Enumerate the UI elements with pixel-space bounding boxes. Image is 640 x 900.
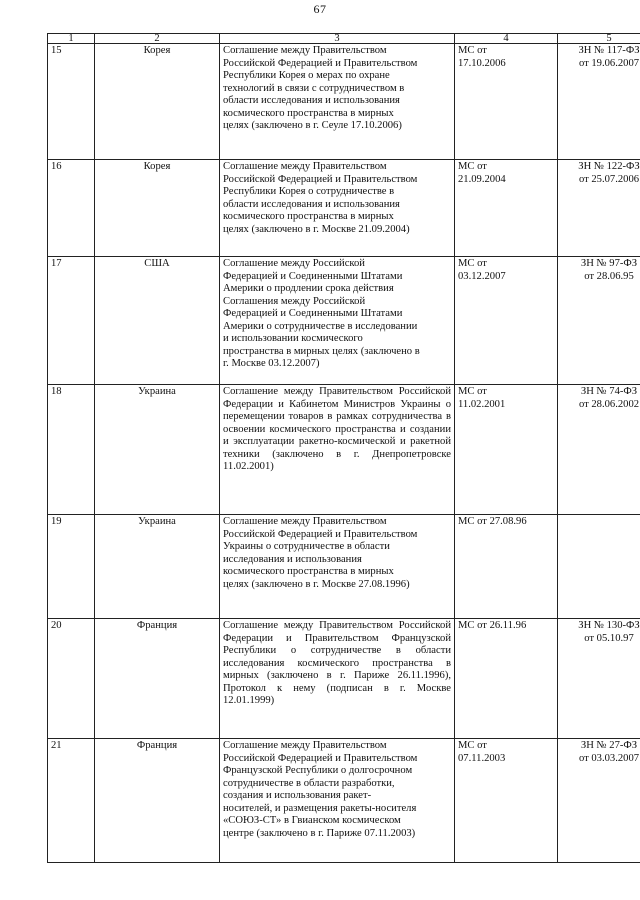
signature-date-cell [455,515,558,619]
signature-date: МС от 27.08.96 [458,516,527,527]
signature-date: МС от 07.11.2003 [458,740,506,764]
signature-date-cell [455,385,558,515]
page-number: 67 [313,2,327,16]
table-row [48,515,640,619]
signature-date: МС от 03.12.2007 [458,258,506,282]
signature-date: МС от 21.09.2004 [458,161,506,185]
agreements-table [47,33,640,863]
table-row [48,44,640,160]
agreement-text-cell [220,160,455,257]
law-cell [558,44,640,160]
signature-date: МС от 17.10.2006 [458,45,506,69]
law-reference: ЗН № 27-ФЗ от 03.03.2007 [578,740,640,764]
agreement-text: Соглашение между Правительством Российской Федерацией и Правительством Республики Корея о мерах по охране технологий в связи с сотрудничеством в области исследования и использования космического пространства в мирных целях (заключено в г. Сеуле 17.10.2006) [223,45,418,131]
header-col-3: 3 [220,34,455,44]
agreement-text: Соглашение между Правительством Российской Федерацией и Правительством Украины о сотрудничестве в области исследования и использования космического пространства в мирных целях (заключено в г. Москве 27.08.1996) [223,516,418,590]
agreement-text-cell [220,515,455,619]
signature-date-cell [455,257,558,385]
law-cell [558,515,640,619]
table-row [48,739,640,863]
row-number: 17 [48,257,95,385]
signature-date-cell [455,160,558,257]
law-reference: ЗН № 130-ФЗ от 05.10.97 [578,620,640,644]
agreement-text: Соглашение между Правительством Российской Федерацией и Правительством Республики Корея о сотрудничестве в области исследования и использования космического пространства в мирных целях (заключено в г. Москве 21.09.2004) [223,161,418,235]
country-cell: Украина [95,385,220,515]
country-cell: Франция [95,619,220,739]
law-cell [558,160,640,257]
agreement-text: Соглашение между Правительством Российской Федерацией и Правительством Французской Республики о долгосрочном сотрудничестве в области разработки, создания и использования ракет- носителей, и размещения ракеты-носителя «СОЮЗ-СТ» в Гвианском космическом центре (заключено в г. Париже 07.11.2003) [223,740,418,839]
law-cell [558,385,640,515]
country-cell: США [95,257,220,385]
header-col-2: 2 [95,34,220,44]
country-cell: Франция [95,739,220,863]
law-reference: ЗН № 74-ФЗ от 28.06.2002 [578,386,640,410]
table-row [48,257,640,385]
agreement-text: Соглашение между Правительством Российской Федерации и Правительством Французской Республики о сотрудничестве в области исследования космического пространства в мирных (заключено в г. Париже 26.11.1996), Протокол к нему (подписан в г. Москве 12.01.1999) [223,620,451,706]
agreement-text-cell [220,385,455,515]
header-col-4: 4 [455,34,558,44]
table-row [48,619,640,739]
table-header-row [48,34,640,44]
table-row [48,385,640,515]
signature-date-cell [455,619,558,739]
table-row [48,160,640,257]
row-number: 20 [48,619,95,739]
law-reference: ЗН № 122-ФЗ от 25.07.2006 [578,161,640,185]
header-col-5: 5 [558,34,640,44]
row-number: 19 [48,515,95,619]
agreement-text: Соглашение между Правительством Российской Федерации и Кабинетом Министров Украины о перемещении товаров в рамках сотрудничества в освоении космического пространства и создании и эксплуатации ракетно-космической и ракетной техники (заключено в г. Днепропетровске 11.02.2001) [223,386,451,472]
row-number: 21 [48,739,95,863]
agreement-text-cell [220,44,455,160]
signature-date-cell [455,739,558,863]
law-reference: ЗН № 117-ФЗ от 19.06.2007 [578,45,640,69]
agreement-text-cell [220,619,455,739]
agreement-text-cell [220,257,455,385]
law-reference: ЗН № 97-ФЗ от 28.06.95 [580,258,638,282]
agreement-text: Соглашение между Российской Федерацией и Соединенными Штатами Америки о продлении срока действия Соглашения между Российской Федерацией и Соединенными Штатами Америки о сотрудничестве в исследовании и использовании космического пространства в мирных целях (заключено в г. Москве 03.12.2007) [223,258,420,369]
row-number: 18 [48,385,95,515]
law-cell [558,739,640,863]
agreement-text-cell [220,739,455,863]
signature-date-cell [455,44,558,160]
country-cell: Корея [95,160,220,257]
country-cell: Украина [95,515,220,619]
signature-date: МС от 26.11.96 [458,620,527,631]
country-cell: Корея [95,44,220,160]
row-number: 15 [48,44,95,160]
law-cell [558,257,640,385]
law-cell [558,619,640,739]
row-number: 16 [48,160,95,257]
header-col-1: 1 [48,34,95,44]
signature-date: МС от 11.02.2001 [458,386,506,410]
